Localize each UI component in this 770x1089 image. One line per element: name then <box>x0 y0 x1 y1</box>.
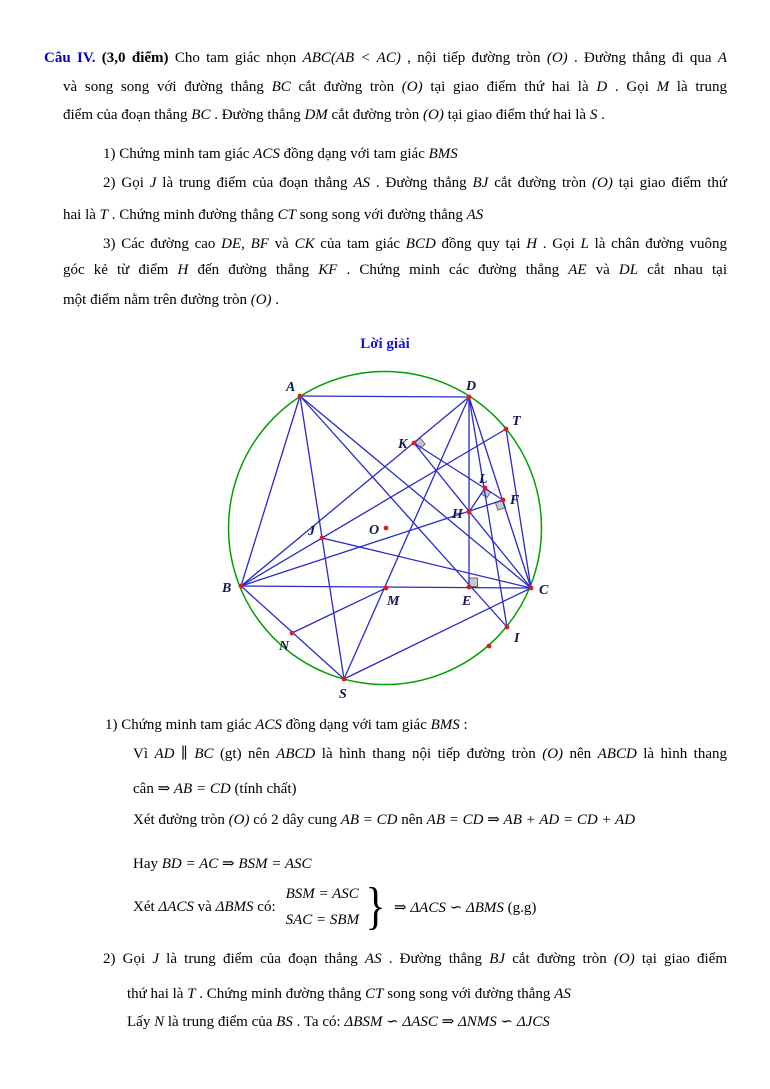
problem-statement-line-2: và song song với đường thẳng BC cắt đường tròn (O) tại giao điểm thứ hai là D . Gọi M là trung <box>63 79 727 95</box>
label-D: D <box>466 379 477 394</box>
label-K: K <box>398 437 408 452</box>
solution-1-title: 1) Chứng minh tam giác ACS đồng dạng với tam giác BMS : <box>105 717 468 733</box>
label-M: M <box>387 594 400 609</box>
point-S <box>342 677 347 682</box>
label-S: S <box>339 687 347 702</box>
segment-CT <box>506 429 531 588</box>
segment-BD <box>241 397 469 586</box>
label-N: N <box>279 639 290 654</box>
geometry-figure <box>208 358 560 706</box>
label-H: H <box>452 507 463 522</box>
label-J: J <box>308 524 315 539</box>
point-C <box>529 586 534 591</box>
segment-AD <box>300 396 469 397</box>
geometry-figure-svg <box>208 358 560 706</box>
segment-AB <box>241 396 300 586</box>
solution-1-line-2: cân ⇒ AB = CD (tính chất) <box>133 781 297 797</box>
right-brace: } <box>365 878 386 935</box>
point-J <box>320 536 325 541</box>
segment-CK <box>414 443 531 588</box>
angle-system-equations <box>286 881 359 933</box>
problem-item-1: 1) Chứng minh tam giác ACS đồng dạng với tam giác BMS <box>103 146 458 162</box>
solution-1-line-1: Vì AD ∥ BC (gt) nên ABCD là hình thang nội tiếp đường tròn (O) nên ABCD là hình thang <box>133 746 727 762</box>
problem-item-2-line-1: 2) Gọi J là trung điểm của đoạn thẳng AS . Đường thẳng BJ cắt đường tròn (O) tại giao điểm thứ <box>103 175 727 191</box>
angle-system-conclusion: ⇒ ΔACS ∽ ΔBMS (g.g) <box>394 899 537 916</box>
point-B <box>239 584 244 589</box>
point-K <box>412 441 417 446</box>
solution-2-title-line-1: 2) Gọi J là trung điểm của đoạn thẳng AS . Đường thẳng BJ cắt đường tròn (O) tại giao điểm <box>103 951 728 967</box>
label-O: O <box>369 523 380 538</box>
label-I: I <box>514 631 520 646</box>
solution-1-angle-system <box>133 874 536 940</box>
point-E <box>467 585 472 590</box>
point-H <box>467 510 472 515</box>
point-O <box>384 526 389 531</box>
point-A <box>298 394 303 399</box>
angle-equation-2: SAC = SBM <box>285 912 360 928</box>
problem-statement-line-3: điểm của đoạn thẳng BC . Đường thẳng DM cắt đường tròn (O) tại giao điểm thứ hai là S . <box>63 107 605 123</box>
problem-item-3-line-1: 3) Các đường cao DE, BF và CK của tam giác BCD đồng quy tại H . Gọi L là chân đường vuông <box>103 236 727 252</box>
problem-item-3-line-3: một điểm nằm trên đường tròn (O) . <box>63 292 280 308</box>
label-E: E <box>462 594 472 609</box>
problem-statement-line-1: Câu IV. (3,0 điểm) Cho tam giác nhọn ABC(AB < AC) , nội tiếp đường tròn (O) . Đường thẳng đi qua A <box>44 50 728 66</box>
label-L: L <box>479 472 488 487</box>
angle-system-intro: Xét ΔACS và ΔBMS có: <box>133 898 276 915</box>
point-F <box>501 498 506 503</box>
solution-heading: Lời giải <box>360 336 410 352</box>
angle-equation-1: BSM = ASC <box>285 886 359 902</box>
segment-BF <box>241 500 503 586</box>
point-I <box>505 625 510 630</box>
problem-item-2-line-2: hai là T . Chứng minh đường thẳng CT song song với đường thẳng AS <box>63 207 484 223</box>
point-D <box>467 395 472 400</box>
label-F: F <box>510 493 520 508</box>
problem-item-3-line-2: góc kẻ từ điểm H đến đường thẳng KF . Chứng minh các đường thẳng AE và DL cắt nhau tại <box>63 262 727 278</box>
solution-1-line-3: Xét đường tròn (O) có 2 dây cung AB = CD nên AB = CD ⇒ AB + AD = CD + AD <box>133 812 636 828</box>
segment-NM <box>292 588 386 633</box>
solution-2-title-line-2: thứ hai là T . Chứng minh đường thẳng CT song song với đường thẳng AS <box>127 986 571 1002</box>
segment-CD <box>469 397 531 588</box>
label-A: A <box>286 380 296 395</box>
label-B: B <box>222 581 232 596</box>
label-C: C <box>539 583 549 598</box>
point-M <box>384 586 389 591</box>
point-P1 <box>487 644 492 649</box>
solution-1-line-4: Hay BD = AC ⇒ BSM = ASC <box>133 856 312 872</box>
label-T: T <box>512 414 521 429</box>
point-N <box>290 631 295 636</box>
point-T <box>504 427 509 432</box>
solution-2-line-1: Lấy N là trung điểm của BS . Ta có: ΔBSM ∽ ΔASC ⇒ ΔNMS ∽ ΔJCS <box>127 1014 550 1030</box>
